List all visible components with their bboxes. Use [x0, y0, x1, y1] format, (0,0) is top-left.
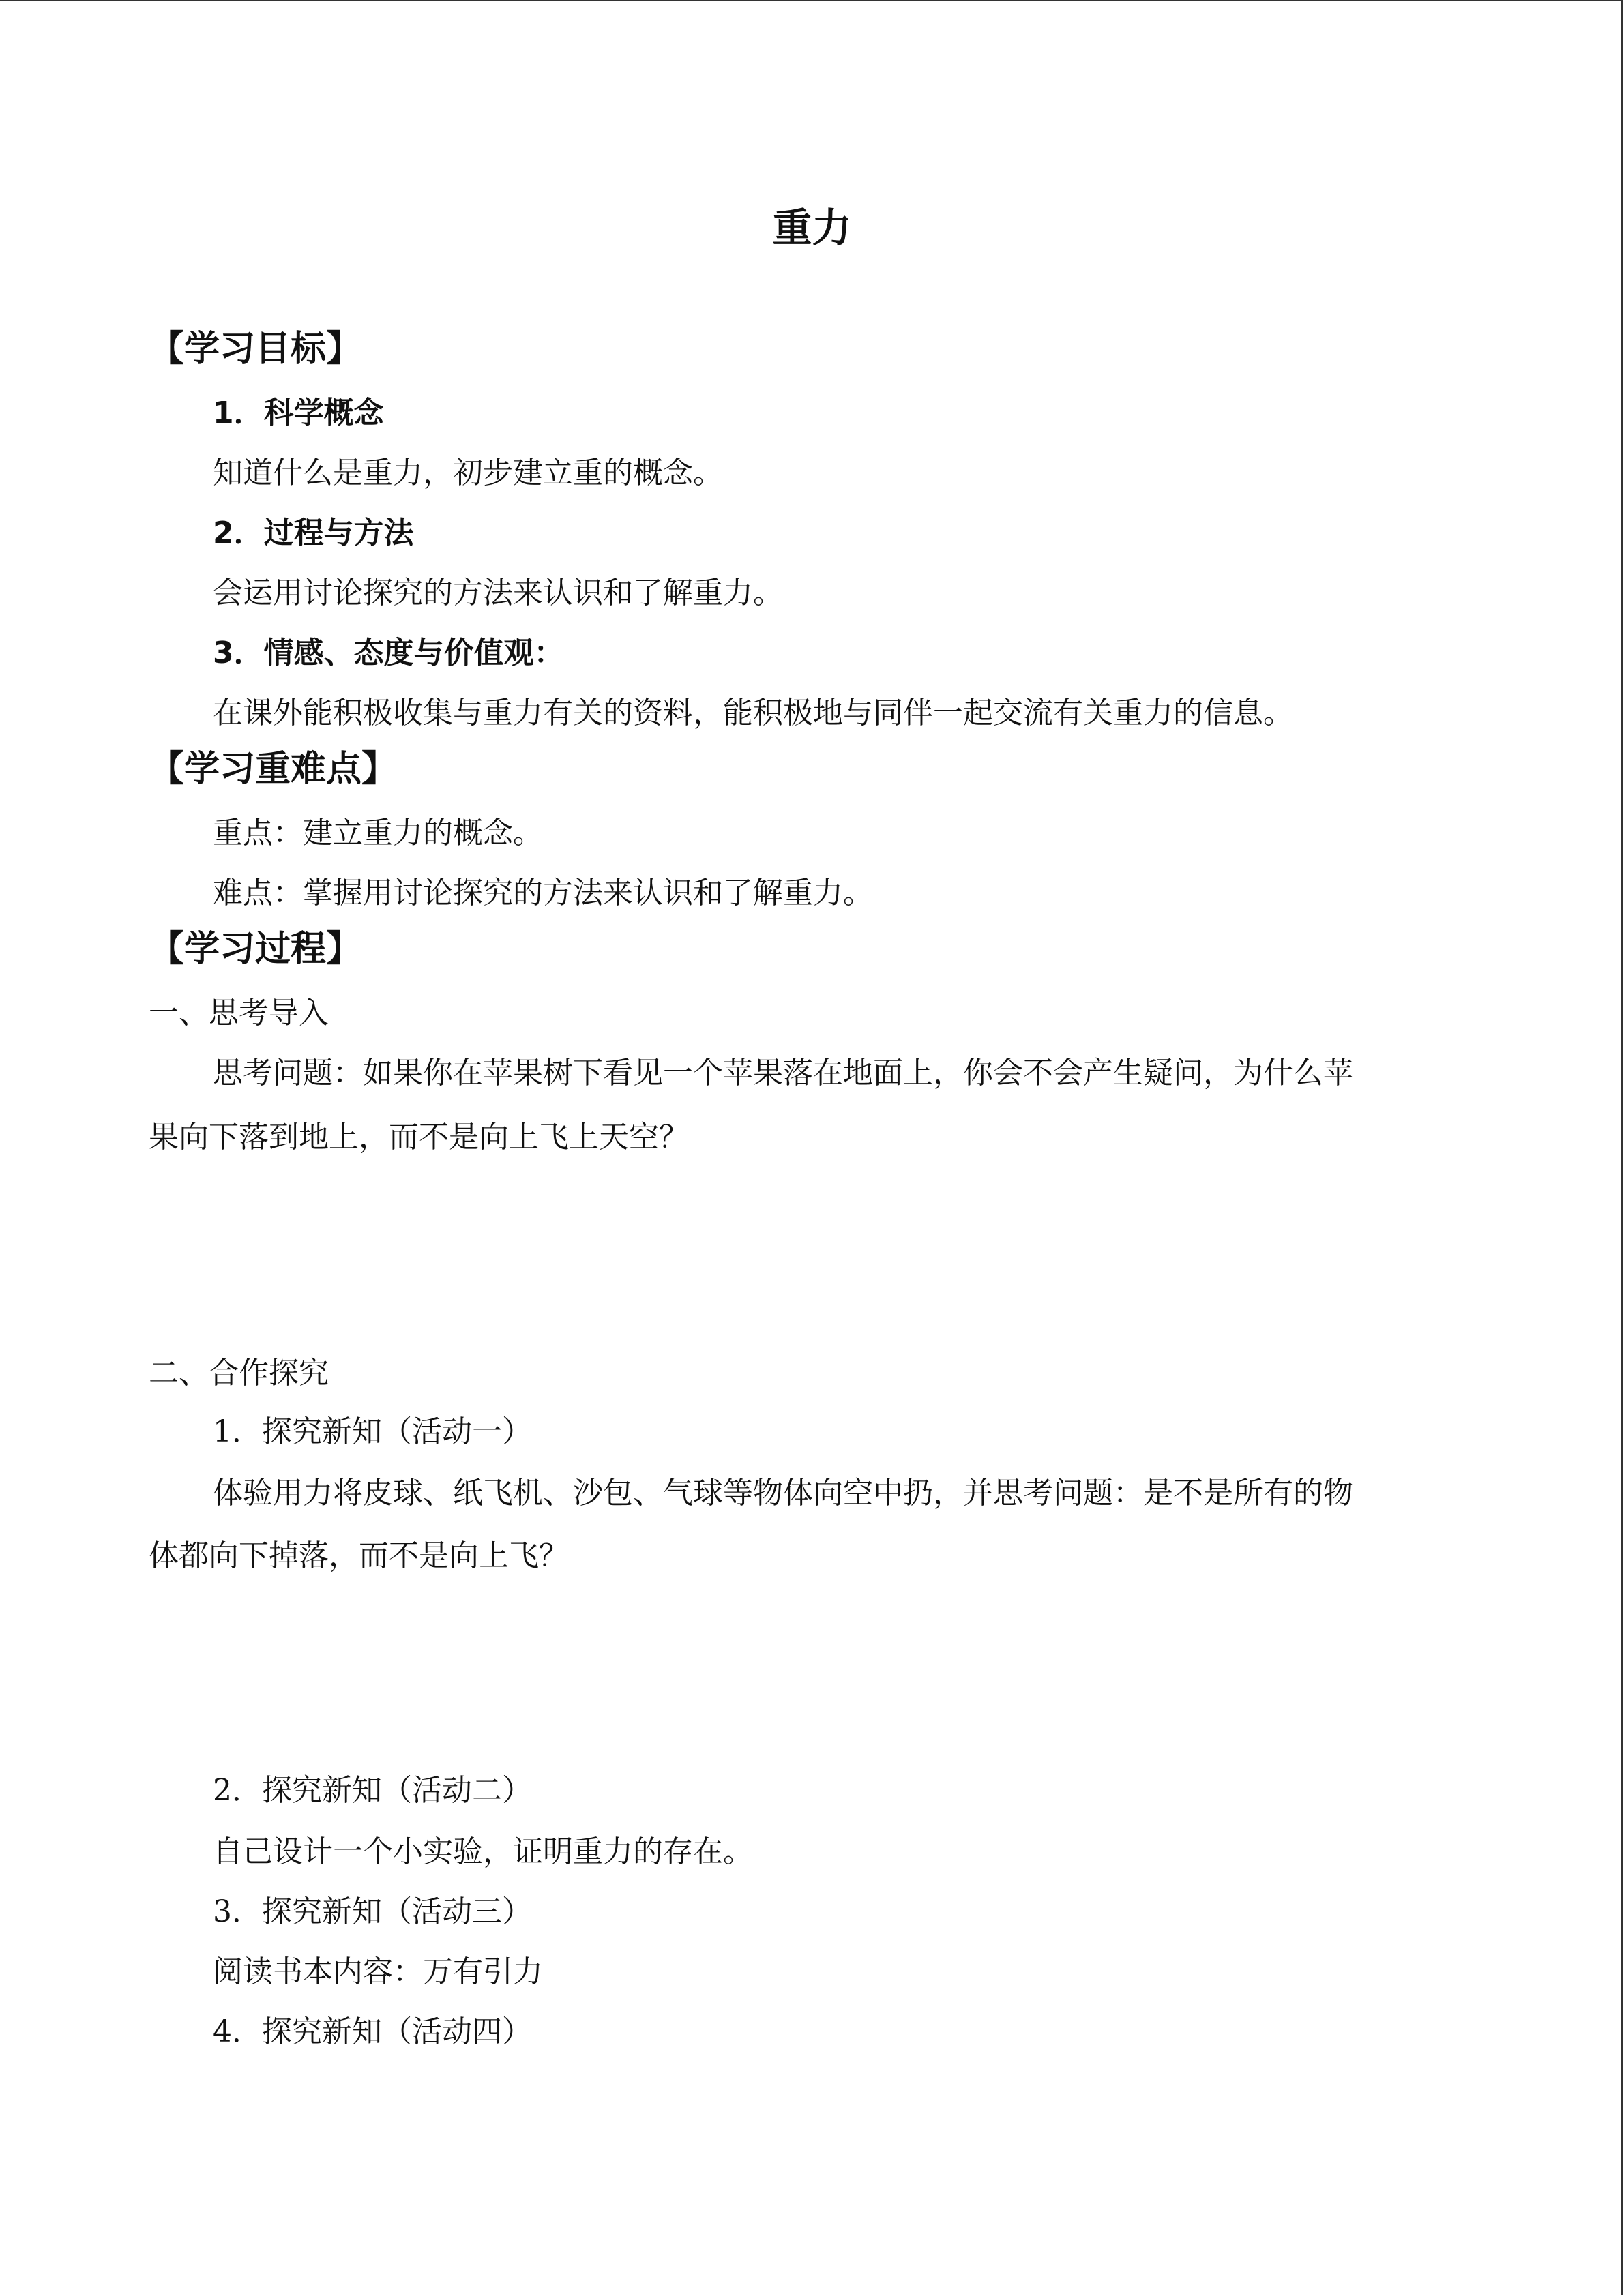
- document-title: 重力: [772, 205, 852, 251]
- activity1-label: 1．探究新知（活动一）: [213, 1414, 532, 1449]
- activity2-label: 2．探究新知（活动二）: [213, 1773, 532, 1808]
- objective-2-text: 会运用讨论探究的方法来认识和了解重力。: [213, 576, 783, 610]
- objective-3-text: 在课外能积极收集与重力有关的资料，能积极地与同伴一起交流有关重力的信息。: [213, 696, 1293, 730]
- part1-heading: 一、思考导入: [149, 996, 329, 1030]
- difficult-point-text: 难点：掌握用讨论探究的方法来认识和了解重力。: [213, 876, 873, 910]
- objective-3-label: 3．情感、态度与价值观：: [213, 636, 564, 670]
- part1-line-1: 思考问题：如果你在苹果树下看见一个苹果落在地面上，你会不会产生疑问，为什么苹: [213, 1056, 1353, 1090]
- key-point-text: 重点：建立重力的概念。: [213, 816, 543, 850]
- objective-1-text: 知道什么是重力，初步建立重的概念。: [213, 456, 723, 490]
- activity1-line-2: 体都向下掉落，而不是向上飞？: [149, 1538, 569, 1573]
- activity3-label: 3．探究新知（活动三）: [213, 1894, 532, 1929]
- activity3-text: 阅读书本内容：万有引力: [213, 1954, 543, 1989]
- objectives-heading: 【学习目标】: [149, 329, 362, 370]
- activity2-text: 自己设计一个小实验，证明重力的存在。: [213, 1834, 753, 1869]
- objective-1-label: 1．科学概念: [213, 396, 384, 430]
- key-points-heading: 【学习重难点】: [149, 749, 398, 790]
- activity4-label: 4．探究新知（活动四）: [213, 2014, 532, 2049]
- objective-2-label: 2．过程与方法: [213, 516, 414, 550]
- part1-line-2: 果向下落到地上，而不是向上飞上天空？: [149, 1120, 689, 1154]
- activity1-line-1: 体验用力将皮球、纸飞机、沙包、气球等物体向空中扔，并思考问题：是不是所有的物: [213, 1476, 1353, 1510]
- part2-heading: 二、合作探究: [149, 1356, 329, 1390]
- process-heading: 【学习过程】: [149, 929, 362, 970]
